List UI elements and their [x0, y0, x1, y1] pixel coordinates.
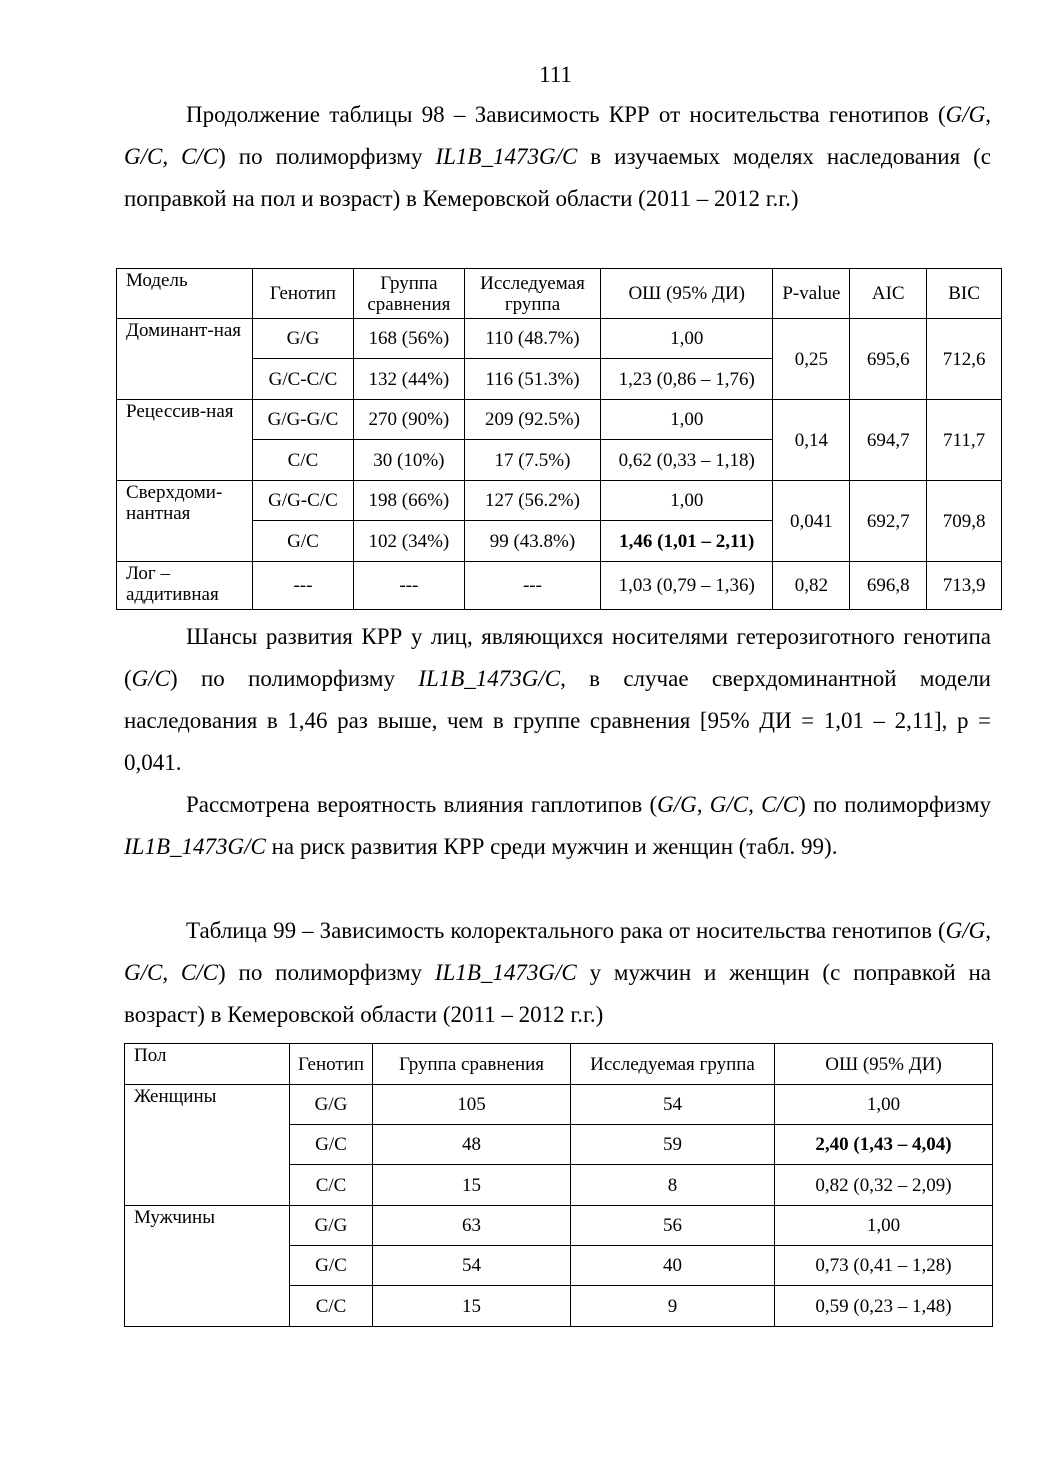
comparison-cell: 54: [373, 1246, 571, 1286]
odds-ratio-cell: 2,40 (1,43 – 4,04): [775, 1125, 993, 1165]
study-cell: 8: [571, 1165, 775, 1206]
model-cell: Рецессив-ная: [117, 400, 253, 481]
aic-cell: 694,7: [850, 400, 927, 481]
header-cell: ОШ (95% ДИ): [775, 1044, 993, 1085]
study-cell: 110 (48.7%): [464, 319, 600, 359]
aic-cell: 695,6: [850, 319, 927, 400]
comparison-cell: 102 (34%): [353, 521, 464, 562]
table-row: [117, 481, 1002, 521]
genotype-cell: G/G: [290, 1206, 373, 1246]
study-cell: 209 (92.5%): [464, 400, 600, 440]
p-value-cell: 0,14: [773, 400, 850, 481]
study-cell: 17 (7.5%): [464, 440, 600, 481]
genotype-cell: C/C: [290, 1165, 373, 1206]
comparison-cell: 30 (10%): [353, 440, 464, 481]
header-cell: ОШ (95% ДИ): [601, 269, 773, 319]
model-cell: Сверхдоми-нантная: [117, 481, 253, 562]
bic-cell: 711,7: [927, 400, 1002, 481]
p-value-cell: 0,25: [773, 319, 850, 400]
odds-ratio-cell: 0,62 (0,33 – 1,18): [601, 440, 773, 481]
comparison-cell: 168 (56%): [353, 319, 464, 359]
p-value-cell: 0,82: [773, 562, 850, 610]
table-row: [117, 319, 1002, 359]
comparison-cell: 132 (44%): [353, 359, 464, 400]
table-row: [125, 1206, 993, 1246]
genotype-cell: G/C: [253, 521, 354, 562]
odds-ratio-cell: 1,46 (1,01 – 2,11): [601, 521, 773, 562]
odds-ratio-cell: 1,03 (0,79 – 1,36): [601, 562, 773, 610]
table-99: [124, 1043, 993, 1327]
paragraph-haplotypes: Рассмотрена вероятность влияния гаплотипов (G/G, G/C, C/C) по полиморфизму IL1B_1473G/C на риск развития КРР среди мужчин и женщин (табл. 99).: [124, 792, 991, 859]
header-cell: Пол: [125, 1044, 290, 1085]
study-cell: 127 (56.2%): [464, 481, 600, 521]
comparison-cell: 15: [373, 1165, 571, 1206]
study-cell: 40: [571, 1246, 775, 1286]
table-header-row: [125, 1044, 993, 1085]
table-98-caption: Продолжение таблицы 98 – Зависимость КРР от носительства генотипов (G/G, G/C, C/C) по полиморфизму IL1B_1473G/C в изучаемых моделях наследования (с поправкой на пол и возраст) в Кемеровской области (2011 – 2012 г.г.): [124, 102, 992, 211]
comparison-cell: 63: [373, 1206, 571, 1246]
p-value-cell: 0,041: [773, 481, 850, 562]
aic-cell: 692,7: [850, 481, 927, 562]
genotype-cell: G/C: [290, 1246, 373, 1286]
header-cell: Группа сравнения: [373, 1044, 571, 1085]
odds-ratio-cell: 1,00: [775, 1206, 993, 1246]
header-cell: Группа сравнения: [353, 269, 464, 319]
header-cell: P-value: [773, 269, 850, 319]
bic-cell: 712,6: [927, 319, 1002, 400]
bic-cell: 713,9: [927, 562, 1002, 610]
comparison-cell: ---: [353, 562, 464, 610]
odds-ratio-cell: 0,73 (0,41 – 1,28): [775, 1246, 993, 1286]
odds-ratio-cell: 0,59 (0,23 – 1,48): [775, 1286, 993, 1327]
study-cell: ---: [464, 562, 600, 610]
table-row: [125, 1085, 993, 1125]
model-cell: Лог – аддитивная: [117, 562, 253, 610]
genotype-cell: G/G-G/C: [253, 400, 354, 440]
page-number: 111: [539, 62, 572, 87]
study-cell: 59: [571, 1125, 775, 1165]
header-cell: Модель: [117, 269, 253, 319]
comparison-cell: 270 (90%): [353, 400, 464, 440]
odds-ratio-cell: 1,23 (0,86 – 1,76): [601, 359, 773, 400]
comparison-cell: 48: [373, 1125, 571, 1165]
odds-ratio-cell: 1,00: [601, 481, 773, 521]
odds-ratio-cell: 1,00: [601, 319, 773, 359]
sex-cell: Мужчины: [125, 1206, 290, 1327]
table-row: [117, 400, 1002, 440]
genotype-cell: G/G: [290, 1085, 373, 1125]
header-cell: AIC: [850, 269, 927, 319]
aic-cell: 696,8: [850, 562, 927, 610]
odds-ratio-cell: 1,00: [775, 1085, 993, 1125]
table-header-row: [117, 269, 1002, 319]
genotype-cell: G/G-C/C: [253, 481, 354, 521]
model-cell: Доминант-ная: [117, 319, 253, 400]
genotype-cell: G/G: [253, 319, 354, 359]
study-cell: 116 (51.3%): [464, 359, 600, 400]
header-cell: Исследуемая группа: [571, 1044, 775, 1085]
odds-ratio-cell: 1,00: [601, 400, 773, 440]
odds-ratio-cell: 0,82 (0,32 – 2,09): [775, 1165, 993, 1206]
header-cell: Генотип: [290, 1044, 373, 1085]
header-cell: Генотип: [253, 269, 354, 319]
study-cell: 9: [571, 1286, 775, 1327]
table-98: [116, 268, 1002, 610]
study-cell: 99 (43.8%): [464, 521, 600, 562]
header-cell: Исследуемая группа: [464, 269, 600, 319]
genotype-cell: ---: [253, 562, 354, 610]
comparison-cell: 105: [373, 1085, 571, 1125]
comparison-cell: 198 (66%): [353, 481, 464, 521]
table-99-caption: Таблица 99 – Зависимость колоректального рака от носительства генотипов (G/G, G/C, C/C) по полиморфизму IL1B_1473G/C у мужчин и женщин (с поправкой на возраст) в Кемеровской области (2011 – 2012 г.г.): [124, 918, 992, 1027]
genotype-cell: G/C: [290, 1125, 373, 1165]
genotype-cell: G/C-C/C: [253, 359, 354, 400]
study-cell: 54: [571, 1085, 775, 1125]
bic-cell: 709,8: [927, 481, 1002, 562]
paragraph-odds: Шансы развития КРР у лиц, являющихся носителями гетерозиготного генотипа (G/C) по полиморфизму IL1B_1473G/C, в случае сверхдоминантной модели наследования в 1,46 раз выше, чем в группе сравнения [95% ДИ = 1,01 – 2,11], р = 0,041.: [124, 624, 991, 775]
genotype-cell: C/C: [290, 1286, 373, 1327]
header-cell: BIC: [927, 269, 1002, 319]
comparison-cell: 15: [373, 1286, 571, 1327]
genotype-cell: C/C: [253, 440, 354, 481]
table-row: [117, 562, 1002, 610]
study-cell: 56: [571, 1206, 775, 1246]
sex-cell: Женщины: [125, 1085, 290, 1206]
